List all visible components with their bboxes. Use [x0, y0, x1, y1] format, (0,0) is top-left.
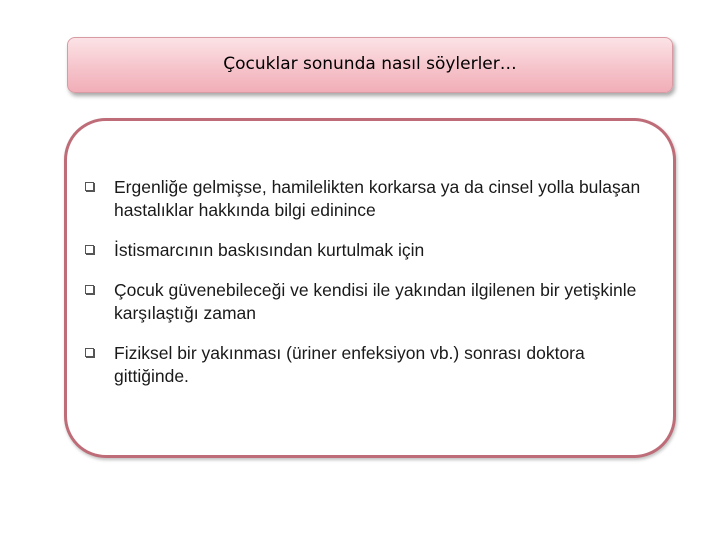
checkbox-square-icon	[85, 285, 94, 294]
title-banner	[67, 37, 673, 93]
list-item	[80, 279, 660, 325]
list-item	[80, 239, 660, 262]
bullet-list	[80, 176, 660, 405]
checkbox-square-icon	[85, 348, 94, 357]
list-item	[80, 176, 660, 222]
checkbox-square-icon	[85, 245, 94, 254]
bullet-text: Çocuk güvenebileceği ve kendisi ile yakından ilgilenen bir yetişkinle karşılaştığı zaman	[114, 280, 637, 323]
bullet-text: Fiziksel bir yakınması (üriner enfeksiyon vb.) sonrası doktora gittiğinde.	[114, 343, 585, 386]
bullet-text: Ergenliğe gelmişse, hamilelikten korkarsa ya da cinsel yolla bulaşan hastalıklar hakkında bilgi edinince	[114, 177, 641, 220]
bullet-text: İstismarcının baskısından kurtulmak için	[114, 240, 425, 260]
list-item	[80, 342, 660, 388]
slide-title: Çocuklar sonunda nasıl söylerler…	[223, 53, 517, 74]
checkbox-square-icon	[85, 182, 94, 191]
